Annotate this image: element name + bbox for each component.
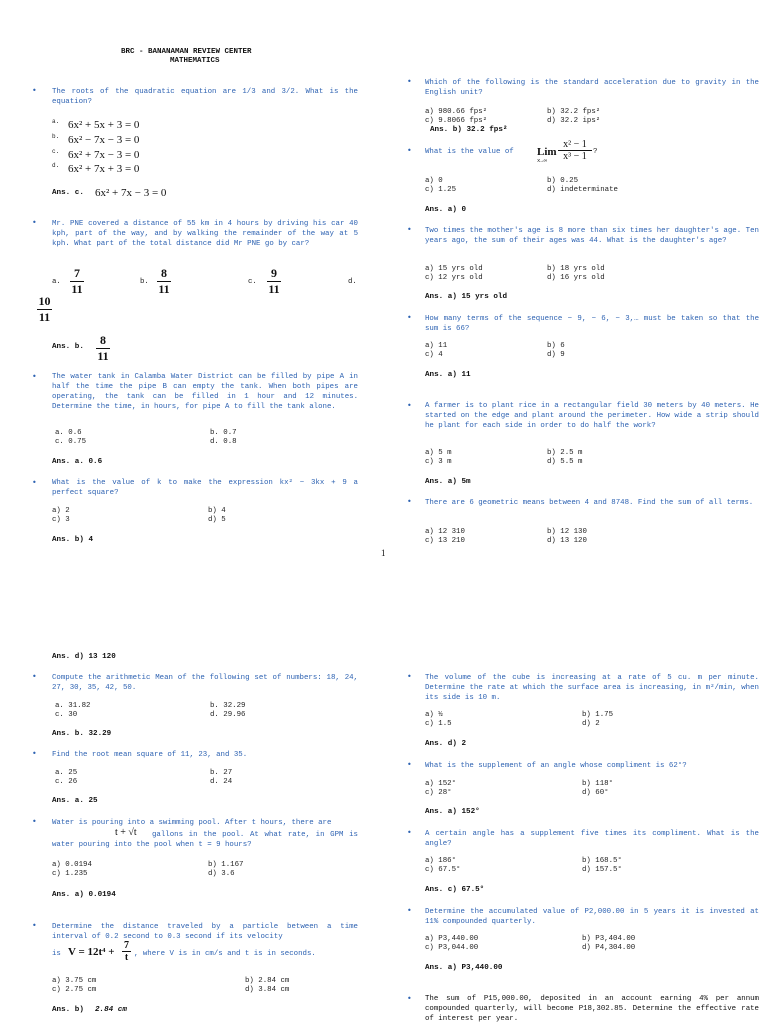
question-text: The volume of the cube is increasing at a rate of 5 cu. m per minute. Determine the rate at which the surface area is increasing, in m²/min, when its side is 10 m. — [425, 674, 759, 702]
bullet: • — [32, 817, 37, 826]
option-d: d. 24 — [210, 778, 233, 786]
question-text: There are 6 geometric means between 4 and 8748. Find the sum of all terms. — [425, 499, 754, 507]
option-label: c. — [248, 278, 257, 286]
option-a: a) ½ — [425, 711, 443, 719]
option-d: d) 5 — [208, 516, 226, 524]
bullet: • — [407, 77, 412, 86]
velocity-expression: V = 12t⁴ + — [68, 946, 115, 958]
answer: Ans. a. 25 — [52, 797, 98, 805]
option-b: b) 2.84 cm — [245, 977, 290, 985]
bullet: • — [407, 497, 412, 506]
option-d: d) indeterminate — [547, 186, 618, 194]
denominator: 11 — [158, 282, 170, 296]
denominator: t — [124, 952, 129, 963]
question-text-continued: gallons in the pool. At what rate, in GPM is water pouring into the pool when t = 9 hours? — [52, 831, 358, 849]
option-label: d. — [52, 162, 60, 169]
option-b: b) 2.5 m — [547, 449, 583, 457]
question-text: The roots of the quadratic equation are 1/3 and 3/2. What is the equation? — [52, 88, 358, 106]
option-d: d) 60° — [582, 789, 609, 797]
option-c: c) 1.5 — [425, 720, 452, 728]
answer: Ans. a) P3,440.00 — [425, 964, 503, 972]
bullet: • — [32, 921, 37, 930]
bullet: • — [407, 994, 412, 1003]
numerator: 8 — [100, 333, 106, 347]
option-a: a) 5 m — [425, 449, 452, 457]
option-c: c) 13 210 — [425, 537, 465, 545]
option-a-fraction — [70, 266, 84, 297]
option-a: a. 31.82 — [55, 702, 91, 710]
answer-fraction — [96, 333, 110, 364]
bullet: • — [407, 760, 412, 769]
lim-word: Lim — [537, 146, 557, 158]
question-text: Determine the distance traveled by a particle between a time interval of 0.2 second to 0.3 second if its velocity — [52, 923, 358, 941]
option-a: a) 11 — [425, 342, 448, 350]
option-a: a) P3,440.00 — [425, 935, 479, 943]
option-a: a) 980.66 fps² — [425, 108, 488, 116]
question-text: How many terms of the sequence − 9, − 6, − 3,… must be taken so that the sum is 66? — [425, 315, 759, 333]
numerator: x² − 1 — [563, 139, 587, 150]
option-b: b. 32.29 — [210, 702, 246, 710]
option-d: d. 29.96 — [210, 711, 246, 719]
option-label: b. — [140, 278, 149, 286]
bullet: • — [32, 672, 37, 681]
velocity-fraction — [122, 940, 131, 963]
option-a: a) 186° — [425, 857, 457, 865]
question-text: What is the supplement of an angle whose compliment is 62°? — [425, 762, 687, 770]
option-c: c) 28° — [425, 789, 452, 797]
option-b: b) 32.2 fps² — [547, 108, 601, 116]
denominator: 11 — [268, 282, 280, 296]
answer-prefix: Ans. b. — [52, 343, 84, 351]
option-d: d) 9 — [547, 351, 565, 359]
question-text: A farmer is to plant rice in a rectangular field 30 meters by 40 meters. He started on the edge and plant around the perimeter. How wide a strip should he plant for each side in order to do half the work? — [425, 402, 759, 430]
option-b: b) 0.25 — [547, 177, 579, 185]
denominator: 11 — [71, 282, 83, 296]
option-label: a. — [52, 278, 61, 286]
answer: Ans. b) 32.2 fps² — [430, 126, 508, 134]
bullet: • — [407, 672, 412, 681]
answer: Ans. a) 5m — [425, 478, 471, 486]
question-text: Water is pouring into a swimming pool. After t hours, there are — [52, 819, 332, 827]
option-a: a. 25 — [55, 769, 78, 777]
option-b: 6x² − 7x − 3 = 0 — [68, 134, 140, 146]
option-b: b) 12 130 — [547, 528, 587, 536]
answer: Ans. a) 15 yrs old — [425, 293, 508, 301]
option-b: b) 118° — [582, 780, 614, 788]
answer: Ans. a) 0.0194 — [52, 891, 116, 899]
option-d: 6x² + 7x + 3 = 0 — [68, 163, 140, 175]
answer: Ans. a) 152° — [425, 808, 480, 816]
bullet: • — [407, 906, 412, 915]
option-a: a. 0.6 — [55, 429, 82, 437]
option-c: c. 30 — [55, 711, 78, 719]
question-text: Two times the mother's age is 8 more than six times her daughter's age. Ten years ago, the sum of their ages was 44. What is the daughter's age? — [425, 227, 759, 245]
option-b: b) 1.75 — [582, 711, 614, 719]
carried-answer: Ans. d) 13 120 — [52, 653, 116, 661]
option-d: d) 13 120 — [547, 537, 587, 545]
option-c: c) 67.5° — [425, 866, 461, 874]
bullet: • — [32, 218, 37, 227]
option-d: d) P4,304.00 — [582, 944, 636, 952]
option-d: d) 5.5 m — [547, 458, 583, 466]
option-b: b) 1.167 — [208, 861, 244, 869]
question-text: What is the value of k to make the expression kx² − 3kx + 9 a perfect square? — [52, 479, 358, 497]
option-d: d) 3.84 cm — [245, 986, 290, 994]
option-c: c) 1.25 — [425, 186, 457, 194]
option-c: c) 4 — [425, 351, 443, 359]
option-c: c) 3 — [52, 516, 70, 524]
option-b-fraction — [157, 266, 171, 297]
option-c: c) 3 m — [425, 458, 452, 466]
answer: Ans. b. 32.29 — [52, 730, 112, 738]
bullet: • — [407, 146, 412, 155]
answer: Ans. a) 0 — [425, 206, 467, 214]
option-c: 6x² + 7x − 3 = 0 — [68, 149, 140, 161]
question-text: Which of the following is the standard acceleration due to gravity in the English unit? — [425, 79, 759, 97]
answer: Ans. d) 2 — [425, 740, 467, 748]
denominator: 11 — [97, 349, 109, 363]
bullet: • — [407, 401, 412, 410]
option-d: d. 0.8 — [210, 438, 237, 446]
option-c: c) 1.235 — [52, 870, 88, 878]
bullet: • — [32, 749, 37, 758]
denominator: 11 — [38, 310, 51, 324]
option-d: d) 3.6 — [208, 870, 235, 878]
question-tail: , where V is in cm/s and t is in seconds. — [134, 950, 316, 958]
option-c: c) 12 yrs old — [425, 274, 483, 282]
page-number: 1 — [381, 548, 386, 558]
option-d: d) 16 yrs old — [547, 274, 605, 282]
option-a: a) 152° — [425, 780, 457, 788]
header-subject: MATHEMATICS — [170, 57, 220, 65]
option-a: a) 0.0194 — [52, 861, 92, 869]
question-text: A certain angle has a supplement five times its compliment. What is the angle? — [425, 830, 759, 848]
option-b: b) 4 — [208, 507, 226, 515]
option-d: d) 157.5° — [582, 866, 622, 874]
option-c: c) 2.75 cm — [52, 986, 97, 994]
question-tail: ? — [593, 148, 598, 156]
option-label: a. — [52, 118, 60, 125]
answer: Ans. b) 4 — [52, 536, 94, 544]
answer-value: 2.84 cm — [95, 1006, 127, 1014]
option-a: a) 12 310 — [425, 528, 465, 536]
bullet: • — [407, 225, 412, 234]
answer-prefix: Ans. b) — [52, 1006, 84, 1014]
option-c: c. 0.75 — [55, 438, 87, 446]
bullet: • — [32, 478, 37, 487]
option-c: c. 26 — [55, 778, 78, 786]
answer-equation: 6x² + 7x − 3 = 0 — [95, 187, 167, 199]
option-label: b. — [52, 133, 60, 140]
option-c-fraction — [267, 266, 281, 297]
option-a: a) 15 yrs old — [425, 265, 483, 273]
question-text: Mr. PNE covered a distance of 55 km in 4 hours by driving his car 40 kph, part of the way, and by walking the remainder of the way at 5 kph. What part of the total distance did Mr PNE go by car? — [52, 220, 358, 248]
bullet: • — [407, 313, 412, 322]
gallons-expression: t + √t — [115, 827, 137, 838]
bullet: • — [407, 828, 412, 837]
bullet: • — [32, 372, 37, 381]
denominator: x³ − 1 — [563, 151, 587, 162]
answer: Ans. a) 11 — [425, 371, 471, 379]
option-label: d. — [348, 278, 357, 286]
question-text: Find the root mean square of 11, 23, and 35. — [52, 751, 248, 759]
option-b: b) 168.5° — [582, 857, 622, 865]
option-d: d) 2 — [582, 720, 600, 728]
option-c: c) P3,044.00 — [425, 944, 479, 952]
option-label: c. — [52, 148, 60, 155]
option-b: b) 6 — [547, 342, 565, 350]
option-b: b. 0.7 — [210, 429, 237, 437]
answer: Ans. a. 0.6 — [52, 458, 103, 466]
option-a: a) 3.75 cm — [52, 977, 97, 985]
question-text: What is the value of — [425, 148, 514, 156]
option-d: d) 32.2 ips² — [547, 117, 601, 125]
option-a: 6x² + 5x + 3 = 0 — [68, 119, 140, 131]
numerator: 10 — [38, 294, 51, 308]
bullet: • — [32, 86, 37, 95]
option-a: a) 0 — [425, 177, 443, 185]
question-text: Compute the arithmetic Mean of the following set of numbers: 18, 24, 27, 30, 35, 42, 50. — [52, 674, 358, 692]
limit-fraction — [558, 139, 592, 162]
option-b: b) 18 yrs old — [547, 265, 605, 273]
header-title: BRC - BANANAMAN REVIEW CENTER — [121, 48, 252, 56]
answer-prefix: Ans. c. — [52, 189, 84, 197]
option-b: b) P3,404.00 — [582, 935, 636, 943]
option-d-fraction — [37, 294, 52, 325]
option-c: c) 9.8066 fps² — [425, 117, 488, 125]
question-text: The water tank in Calamba Water District can be filled by pipe A in half the time the pipe B can empty the tank. When both pipes are operating, the tank can be filled in 1 hour and 12 minutes. Determine the time, in hours, for pipe A to fill the tank alone. — [52, 373, 358, 411]
answer: Ans. c) 67.5° — [425, 886, 485, 894]
numerator: 8 — [161, 266, 167, 280]
question-text: Determine the accumulated value of P2,000.00 in 5 years it is invested at 11% compounded quarterly. — [425, 908, 759, 926]
numerator: 9 — [271, 266, 277, 280]
numerator: 7 — [74, 266, 80, 280]
question-is: is — [52, 950, 61, 958]
option-b: b. 27 — [210, 769, 233, 777]
option-a: a) 2 — [52, 507, 70, 515]
numerator: 7 — [124, 940, 129, 951]
limit-subscript: x→∞ — [537, 157, 547, 164]
question-text: The sum of P15,000.00, deposited in an account earning 4% per annum compounded quarterly, will become P18,302.85. Determine the effective rate of interest per year. — [425, 995, 759, 1023]
